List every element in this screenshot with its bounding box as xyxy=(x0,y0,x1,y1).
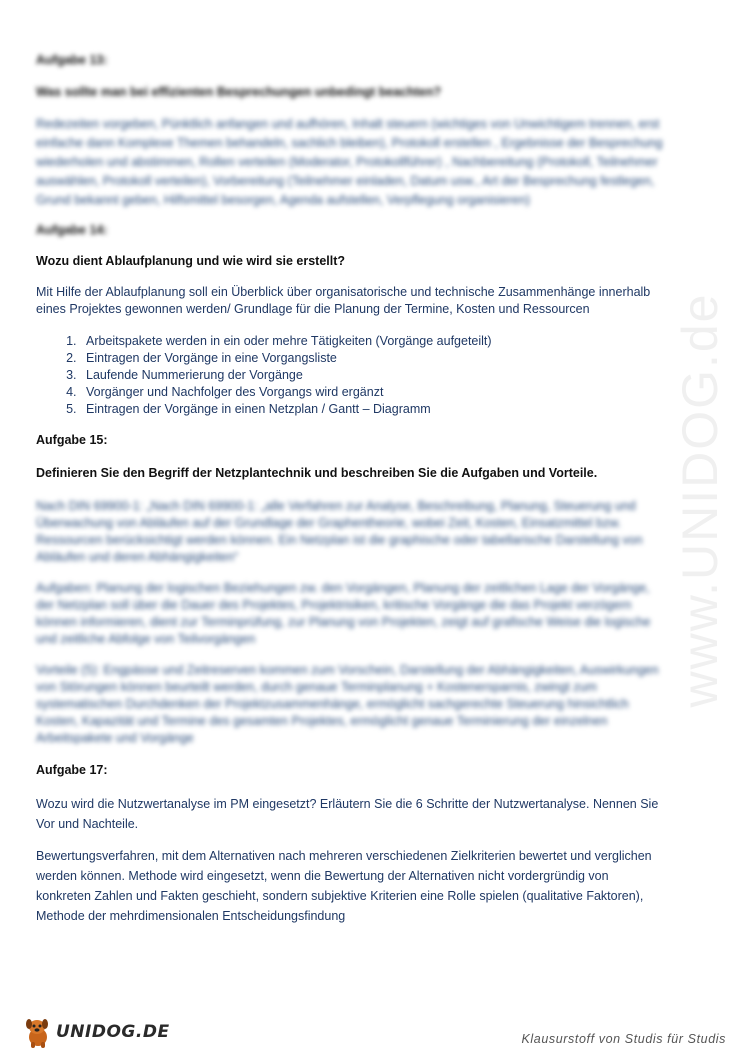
watermark xyxy=(655,260,745,740)
list-item: 2. Eintragen der Vorgänge in eine Vorgangsliste xyxy=(80,350,666,367)
task-13-question: Was sollte man bei effizienten Besprechungen unbedingt beachten? xyxy=(36,85,442,99)
task-17-question: Wozu wird die Nutzwertanalyse im PM eingesetzt? Erläutern Sie die 6 Schritte der Nutzwertanalyse. Nennen Sie Vor und Nachteile. xyxy=(36,797,659,831)
task-14-answer: Mit Hilfe der Ablaufplanung soll ein Überblick über organisatorische und technische Zusammenhänge innerhalb eines Projektes gewonnen werden/ Grundlage für die Planung der Termine, Kosten und Ressourcen xyxy=(36,285,651,316)
list-item: 4. Vorgänger und Nachfolger des Vorgangs wird ergänzt xyxy=(80,384,666,401)
list-item: 5. Eintragen der Vorgänge in einen Netzplan / Gantt – Diagramm xyxy=(80,401,666,418)
task-13-title: Aufgabe 13: xyxy=(36,53,108,67)
task-17-answer: Bewertungsverfahren, mit dem Alternativen nach mehreren verschiedenen Zielkriterien bewertet und verglichen werden können. Methode wird eingesetzt, wenn die Bewertung der Alternativen nicht vordergründig von konkreten Zahlen und Fakten geschieht, sondern subjektive Kriterien eine Rolle spielen (qualitative Faktoren), Methode der mehrdimensionalen Entscheidungsfindung xyxy=(36,849,652,923)
list-item: 1. Arbeitspakete werden in ein oder mehre Tätigkeiten (Vorgänge aufgeteilt) xyxy=(80,333,666,350)
watermark-text: www.UNIDOG.de xyxy=(672,292,728,708)
task-17-title: Aufgabe 17: xyxy=(36,763,108,777)
task-15-tasks: Aufgaben: Planung der logischen Beziehungen zw. den Vorgängen, Planung der zeitlichen Lage der Vorgänge, der Netzplan soll über die Dauer des Projektes, Projektrisiken, kritische Vorgänge die das Projekt verzögern können informieren, dient zur Terminprüfung, zur Planung von Projekten, zeigt auf grafische Weise die logische und zeitliche Abfolge von Teilvorgängen xyxy=(36,581,651,646)
list-item: 3. Laufende Nummerierung der Vorgänge xyxy=(80,367,666,384)
task-14-title: Aufgabe 14: xyxy=(36,223,108,237)
task-14-steps-list xyxy=(36,333,666,418)
document-body xyxy=(36,52,666,926)
task-15-definition: Nach DIN 69900-1: „Nach DIN 69900-1: „alle Verfahren zur Analyse, Beschreibung, Planung, Steuerung und Überwachung von Abläufen auf der Grundlage der Graphentheorie, wobei Zeit, Kosten, Einsatzmittel bzw. Ressourcen berücksichtigt werden können. Ein Netzplan ist die graphische oder tabellarische Darstellung von Abläufen und deren Abhängigkeiten“ xyxy=(36,499,643,564)
task-15-advantages: Vorteile (5): Engpässe und Zeitreserven kommen zum Vorschein, Darstellung der Abhängigkeiten, Auswirkungen von Störungen können beurteilt werden, durch genaue Terminplanung + Kostenersparnis, zwingt zum systematischen Durchdenken der Projektzusammenhänge, ermöglicht sachgerechte Steuerung hinsichtlich Kosten, Kapazität und Termine des gesamten Projektes, ermöglicht genaue Terminierung der einzelnen Arbeitspakete und Vorgänge xyxy=(36,663,659,745)
dog-mascot-icon xyxy=(22,1015,54,1049)
footer-tagline: Klausurstoff von Studis für Studis xyxy=(521,1032,726,1046)
task-15-question: Definieren Sie den Begriff der Netzplantechnik und beschreiben Sie die Aufgaben und Vorteile. xyxy=(36,466,598,480)
task-13-answer: Redezeiten vorgeben, Pünktlich anfangen und aufhören, Inhalt steuern (wichtiges von Unwichtigem trennen, erst einfache dann Komplexe Themen behandeln, sachlich bleiben), Protokoll erstellen , Ergebnisse der Besprechung wiederholen und abstimmen, Rollen verteilen (Moderator, Protokollführer) , Nachbereitung (Protokoll, Teilnehmer auswählen, Protokoll verteilen), Vorbereitung (Teilnehmer einladen, Datum usw., Art der Besprechung festlegen, Grund bekannt geben, Hilfsmittel besorgen, Agenda aufstellen, Verpflegung organisieren) xyxy=(36,117,663,207)
task-14-question: Wozu dient Ablaufplanung und wie wird sie erstellt? xyxy=(36,254,346,268)
task-15-title: Aufgabe 15: xyxy=(36,433,108,447)
logo-text: UNIDOG.DE xyxy=(56,1022,170,1042)
unidog-logo xyxy=(22,1014,170,1050)
